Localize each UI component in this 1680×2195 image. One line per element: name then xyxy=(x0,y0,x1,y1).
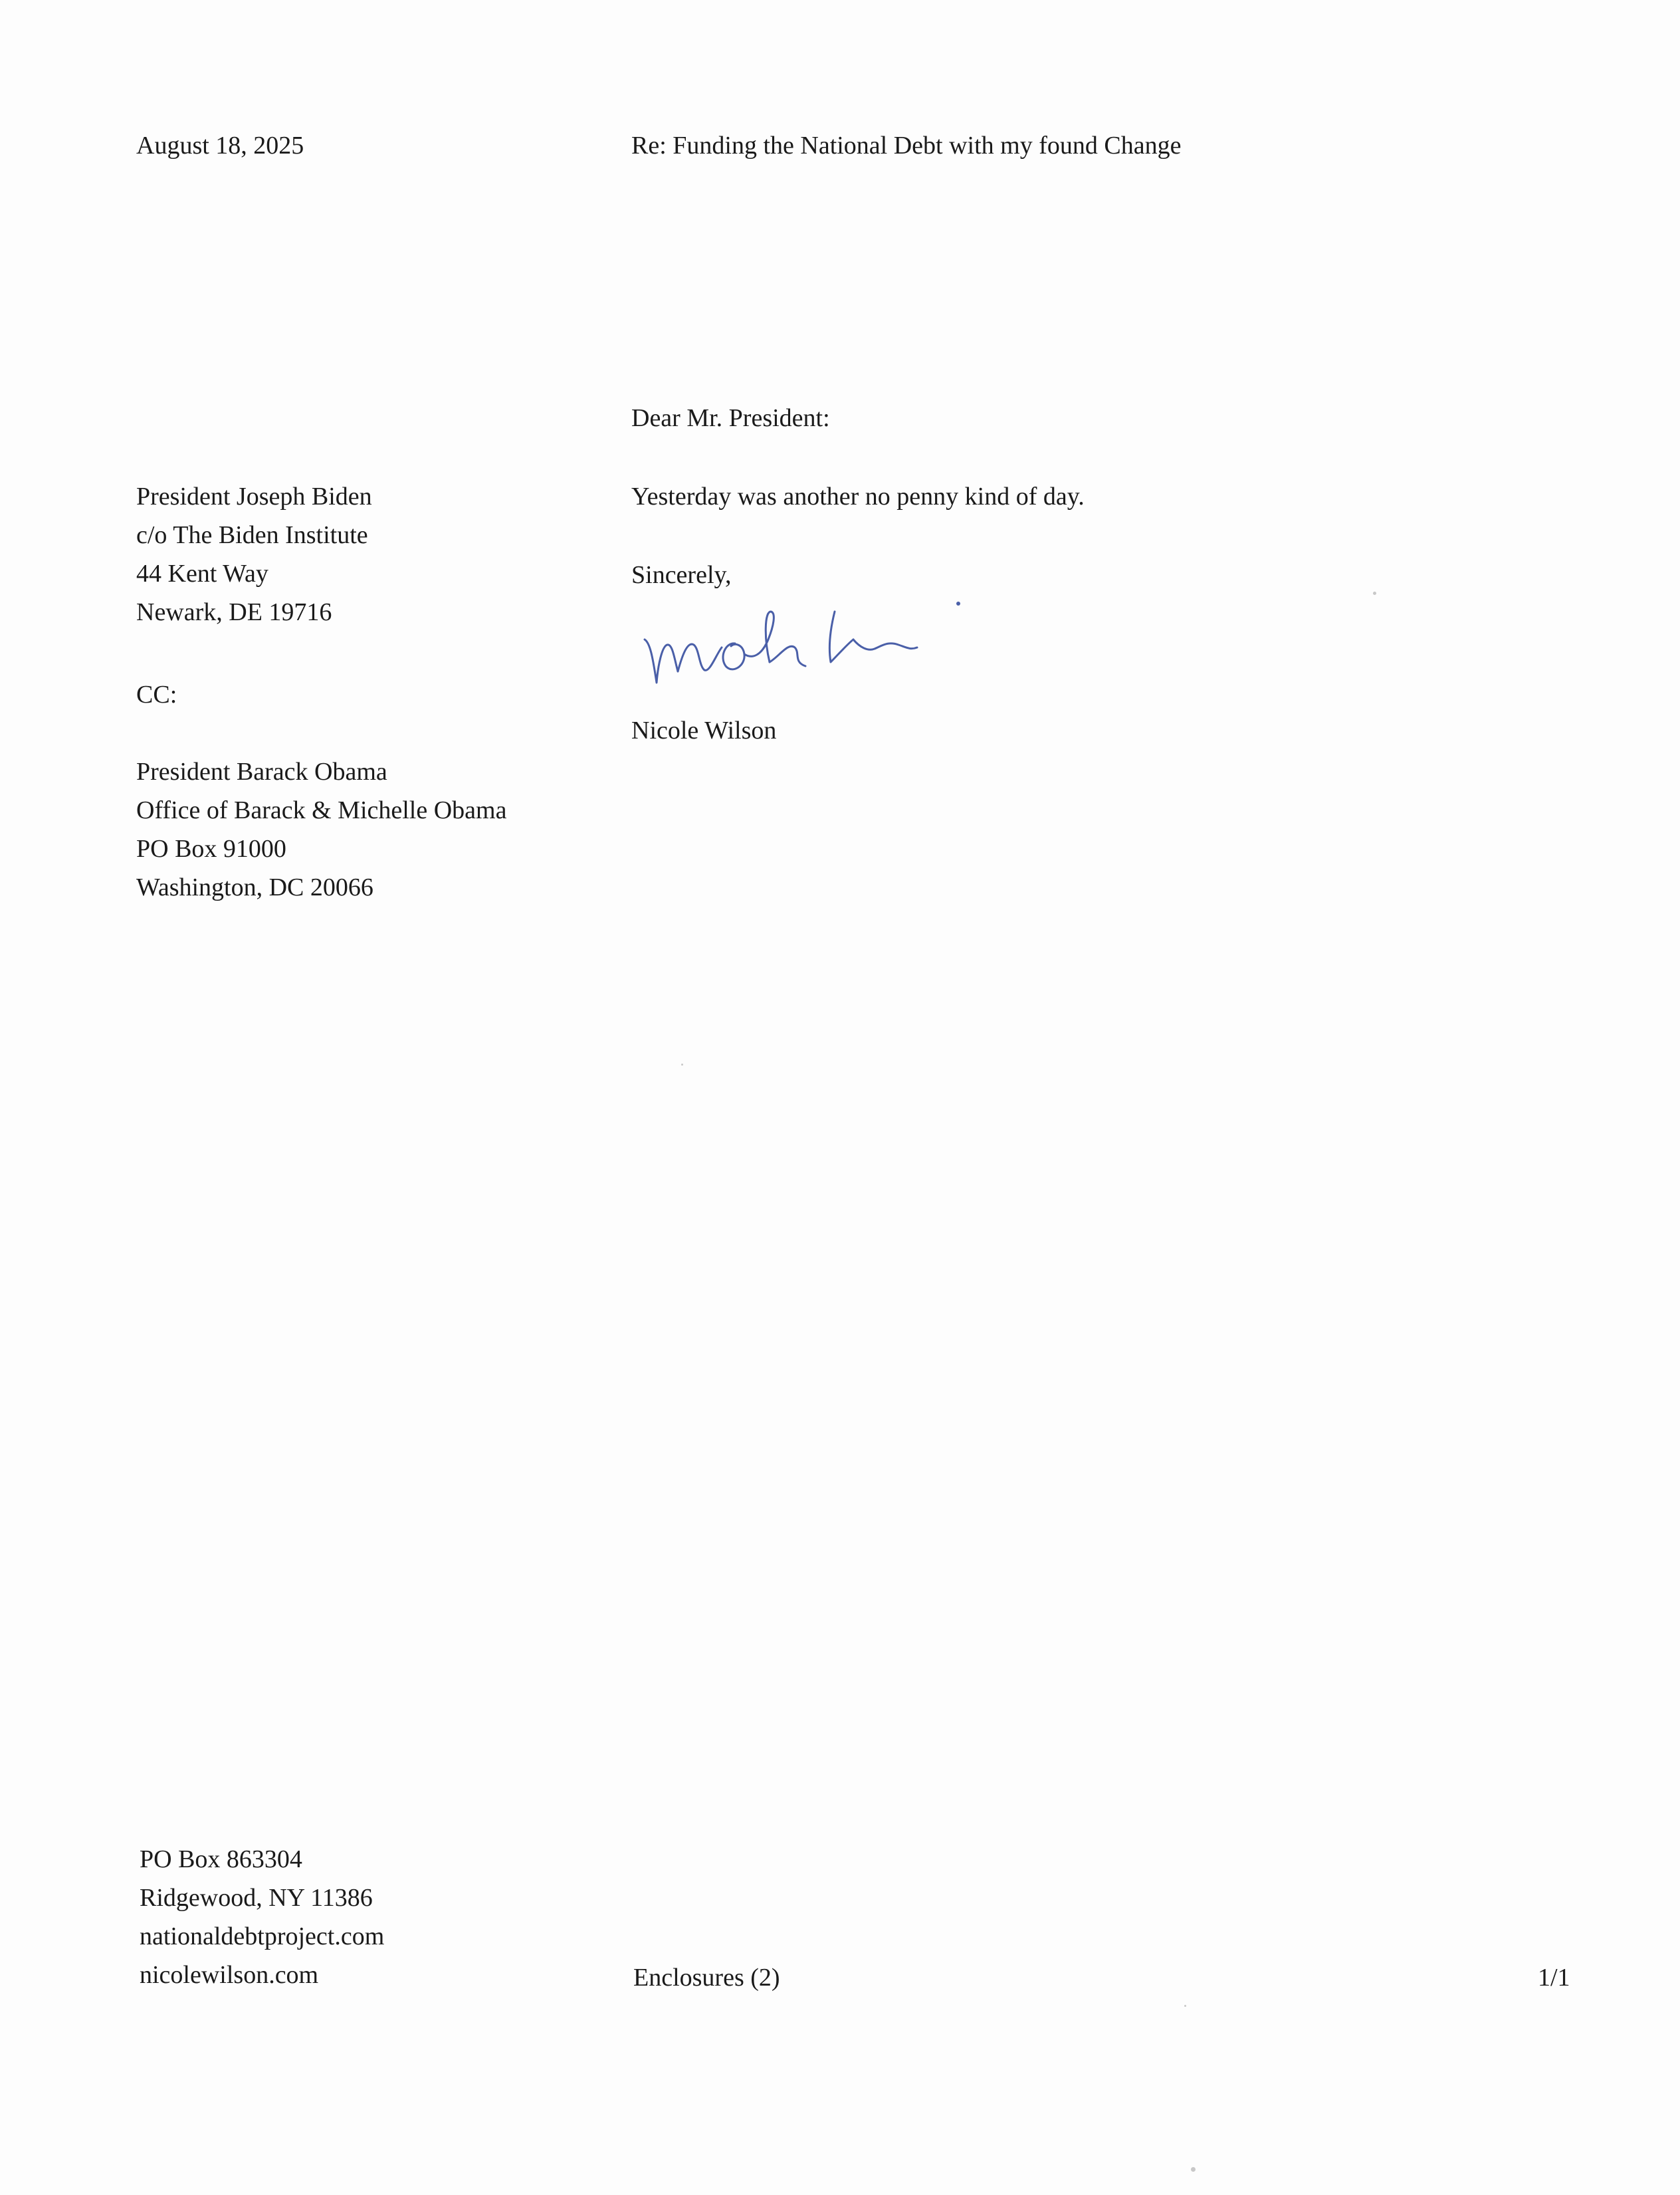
signature-drawing xyxy=(638,593,997,699)
scan-speck xyxy=(1184,2005,1186,2007)
handwritten-signature xyxy=(638,593,997,711)
enclosures-note: Enclosures (2) xyxy=(633,1964,780,1992)
letter-date: August 18, 2025 xyxy=(136,132,304,160)
sender-line: PO Box 863304 xyxy=(140,1845,302,1873)
scan-speck xyxy=(1373,592,1376,595)
recipient-line: 44 Kent Way xyxy=(136,560,268,588)
recipient-line: President Joseph Biden xyxy=(136,483,372,511)
sender-line: Ridgewood, NY 11386 xyxy=(140,1884,373,1912)
salutation: Dear Mr. President: xyxy=(631,404,830,432)
cc-label: CC: xyxy=(136,681,177,709)
letter-subject: Re: Funding the National Debt with my found Change xyxy=(631,132,1182,160)
scan-speck xyxy=(681,1064,683,1066)
sender-address xyxy=(140,1840,384,1994)
recipient-line: Newark, DE 19716 xyxy=(136,598,332,626)
scan-speck xyxy=(1191,2167,1196,2172)
cc-address xyxy=(136,752,506,907)
cc-line: Washington, DC 20066 xyxy=(136,873,373,901)
page-number: 1/1 xyxy=(1538,1964,1570,1992)
signer-name: Nicole Wilson xyxy=(631,717,777,745)
sender-website: nationaldebtproject.com xyxy=(140,1922,385,1950)
sender-website: nicolewilson.com xyxy=(140,1961,319,1989)
recipient-address xyxy=(136,477,372,632)
recipient-line: c/o The Biden Institute xyxy=(136,521,368,549)
closing: Sincerely, xyxy=(631,561,732,589)
cc-line: Office of Barack & Michelle Obama xyxy=(136,796,507,824)
cc-line: President Barack Obama xyxy=(136,758,387,786)
cc-line: PO Box 91000 xyxy=(136,835,286,863)
letter-body: Yesterday was another no penny kind of day. xyxy=(631,483,1085,511)
